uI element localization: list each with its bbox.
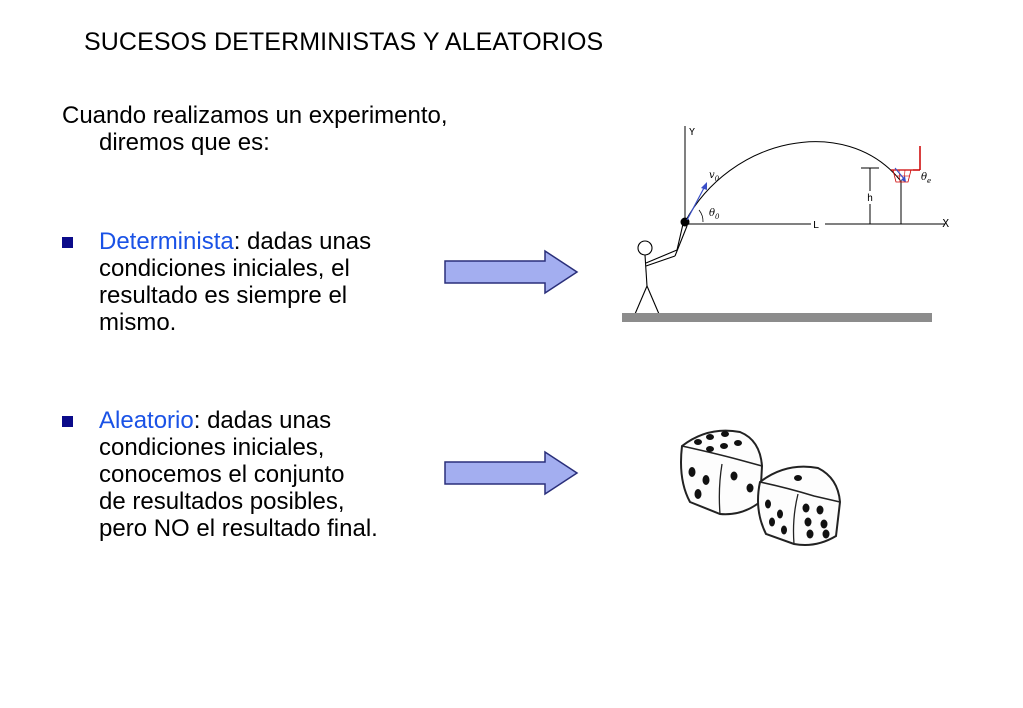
x-axis-label: X xyxy=(942,217,949,230)
y-axis-label: Y xyxy=(689,127,696,138)
definition-line: de resultados posibles, xyxy=(99,488,345,515)
dice-icon xyxy=(668,418,848,553)
projectile-diagram xyxy=(615,118,949,328)
bullet-square-icon xyxy=(62,416,73,427)
intro-line-1: Cuando realizamos un experimento, xyxy=(62,102,448,129)
entry-angle-label: $\theta_e$ xyxy=(921,172,932,185)
right-arrow-icon xyxy=(443,450,581,496)
definition-line: condiciones iniciales, xyxy=(99,434,325,461)
slide-title: SUCESOS DETERMINISTAS Y ALEATORIOS xyxy=(84,28,604,56)
ground xyxy=(622,313,932,322)
distance-label: L xyxy=(813,220,820,231)
definition-line: resultado es siempre el xyxy=(99,282,348,309)
intro-line-2: diremos que es: xyxy=(99,129,270,156)
die-right xyxy=(758,467,840,545)
bullet-square-icon xyxy=(62,237,73,248)
basketball-hoop xyxy=(891,146,920,182)
definition-line: pero NO el resultado final. xyxy=(99,515,378,542)
definition-line: conocemos el conjunto xyxy=(99,461,345,488)
intro-text xyxy=(62,102,448,156)
velocity-arrow-icon xyxy=(701,182,707,190)
stick-figure xyxy=(635,224,687,314)
term-aleatorio: Aleatorio xyxy=(99,407,194,434)
definition-line: : dadas unas xyxy=(233,228,372,255)
right-arrow-icon xyxy=(443,249,581,295)
launch-angle-label: $\theta_0$ xyxy=(709,208,720,221)
definition-line: mismo. xyxy=(99,309,177,336)
height-label: h xyxy=(867,193,874,204)
die-left xyxy=(681,431,762,515)
definition-line: : dadas unas xyxy=(193,407,332,434)
definition-line: condiciones iniciales, el xyxy=(99,255,350,282)
velocity-label: $v_0$ xyxy=(709,170,720,183)
term-determinista: Determinista xyxy=(99,228,234,255)
